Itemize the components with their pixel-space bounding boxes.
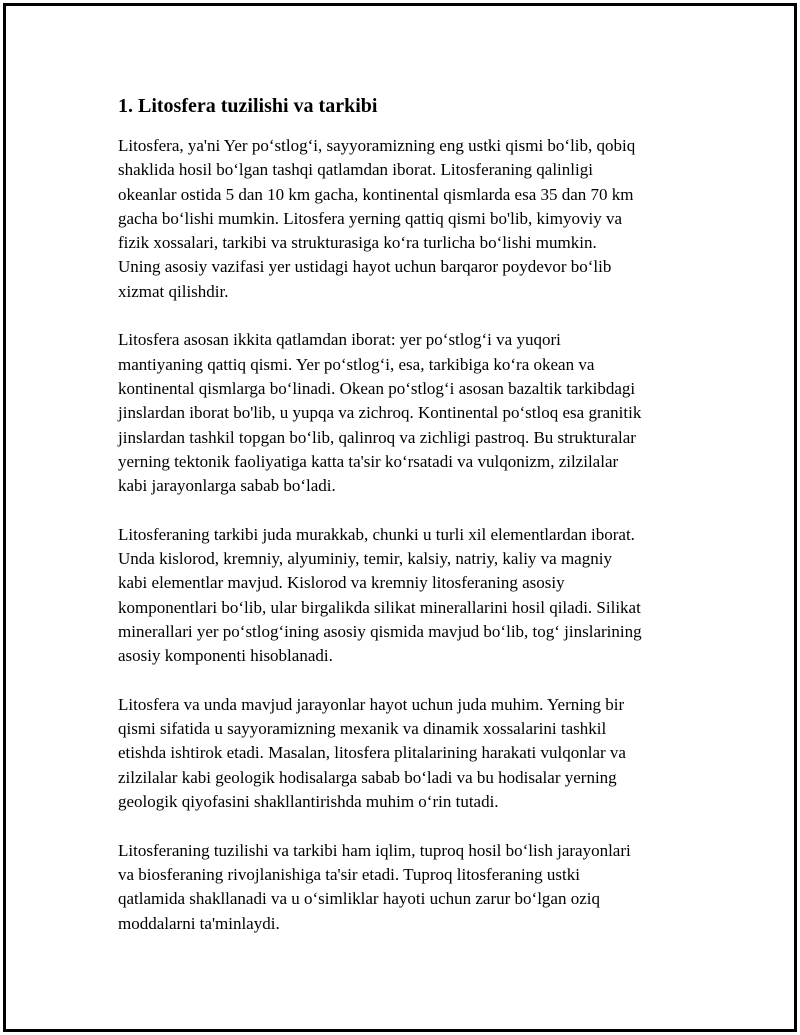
paragraph-1: Litosfera, ya'ni Yer po‘stlog‘i, sayyoramizning eng ustki qismi bo‘lib, qobiq shaklida hosil bo‘lgan tashqi qatlamdan iborat. Litosferaning qalinligi okeanlar ostida 5 dan 10 km gacha, kontinental qismlarda esa 35 dan 70 km gacha bo‘lishi mumkin. Litosfera yerning qattiq qismi bo'lib, kimyoviy va fizik xossalari, tarkibi va strukturasiga ko‘ra turlicha bo‘lishi mumkin. Uning asosiy vazifasi yer ustidagi hayot uchun barqaror poydevor bo‘lib xizmat qilishdir. bbox=[118, 136, 636, 301]
paragraph-3: Litosferaning tarkibi juda murakkab, chunki u turli xil elementlardan iborat. Unda kislorod, kremniy, alyuminiy, temir, kalsiy, natriy, kaliy va magniy kabi elementlar mavjud. Kislorod va kremniy litosferaning asosiy komponentlari bo‘lib, ular birgalikda silikat minerallarini hosil qiladi. Silikat minerallari yer po‘stlog‘ining asosiy qismida mavjud bo‘lib, tog‘ jinslarining asosiy komponenti hisoblanadi. bbox=[118, 524, 642, 666]
paragraph-5: Litosferaning tuzilishi va tarkibi ham iqlim, tuproq hosil bo‘lish jarayonlari va biosferaning rivojlanishiga ta'sir etadi. Tuproq litosferaning ustki qatlamida shakllanadi va u o‘simliklar hayoti uchun zarur bo‘lgan oziq moddalarni ta'minlaydi. bbox=[118, 840, 631, 933]
paragraph-2: Litosfera asosan ikkita qatlamdan iborat: yer po‘stlog‘i va yuqori mantiyaning qattiq qismi. Yer po‘stlog‘i, esa, tarkibiga ko‘ra okean va kontinental qismlarga bo‘linadi. Okean po‘stlog‘i asosan bazaltik tarkibdagi jinslardan iborat bo'lib, u yupqa va zichroq. Kontinental po‘stloq esa granitik jinslardan tashkil topgan bo‘lib, qalinroq va zichligi pastroq. Bu strukturalar yerning tektonik faoliyatiga katta ta'sir ko‘rsatadi va vulqonizm, zilzilalar kabi jarayonlarga sabab bo‘ladi. bbox=[118, 330, 642, 496]
document-title: 1. Litosfera tuzilishi va tarkibi bbox=[118, 95, 378, 117]
document-body bbox=[118, 92, 698, 960]
paragraph-4: Litosfera va unda mavjud jarayonlar hayot uchun juda muhim. Yerning bir qismi sifatida u sayyoramizning mexanik va dinamik xossalarini tashkil etishda ishtirok etadi. Masalan, litosfera plitalarining harakati vulqonlar va zilzilalar kabi geologik hodisalarga sabab bo‘ladi va bu hodisalar yerning geologik qiyofasini shakllantirishda muhim o‘rin tutadi. bbox=[118, 694, 626, 812]
